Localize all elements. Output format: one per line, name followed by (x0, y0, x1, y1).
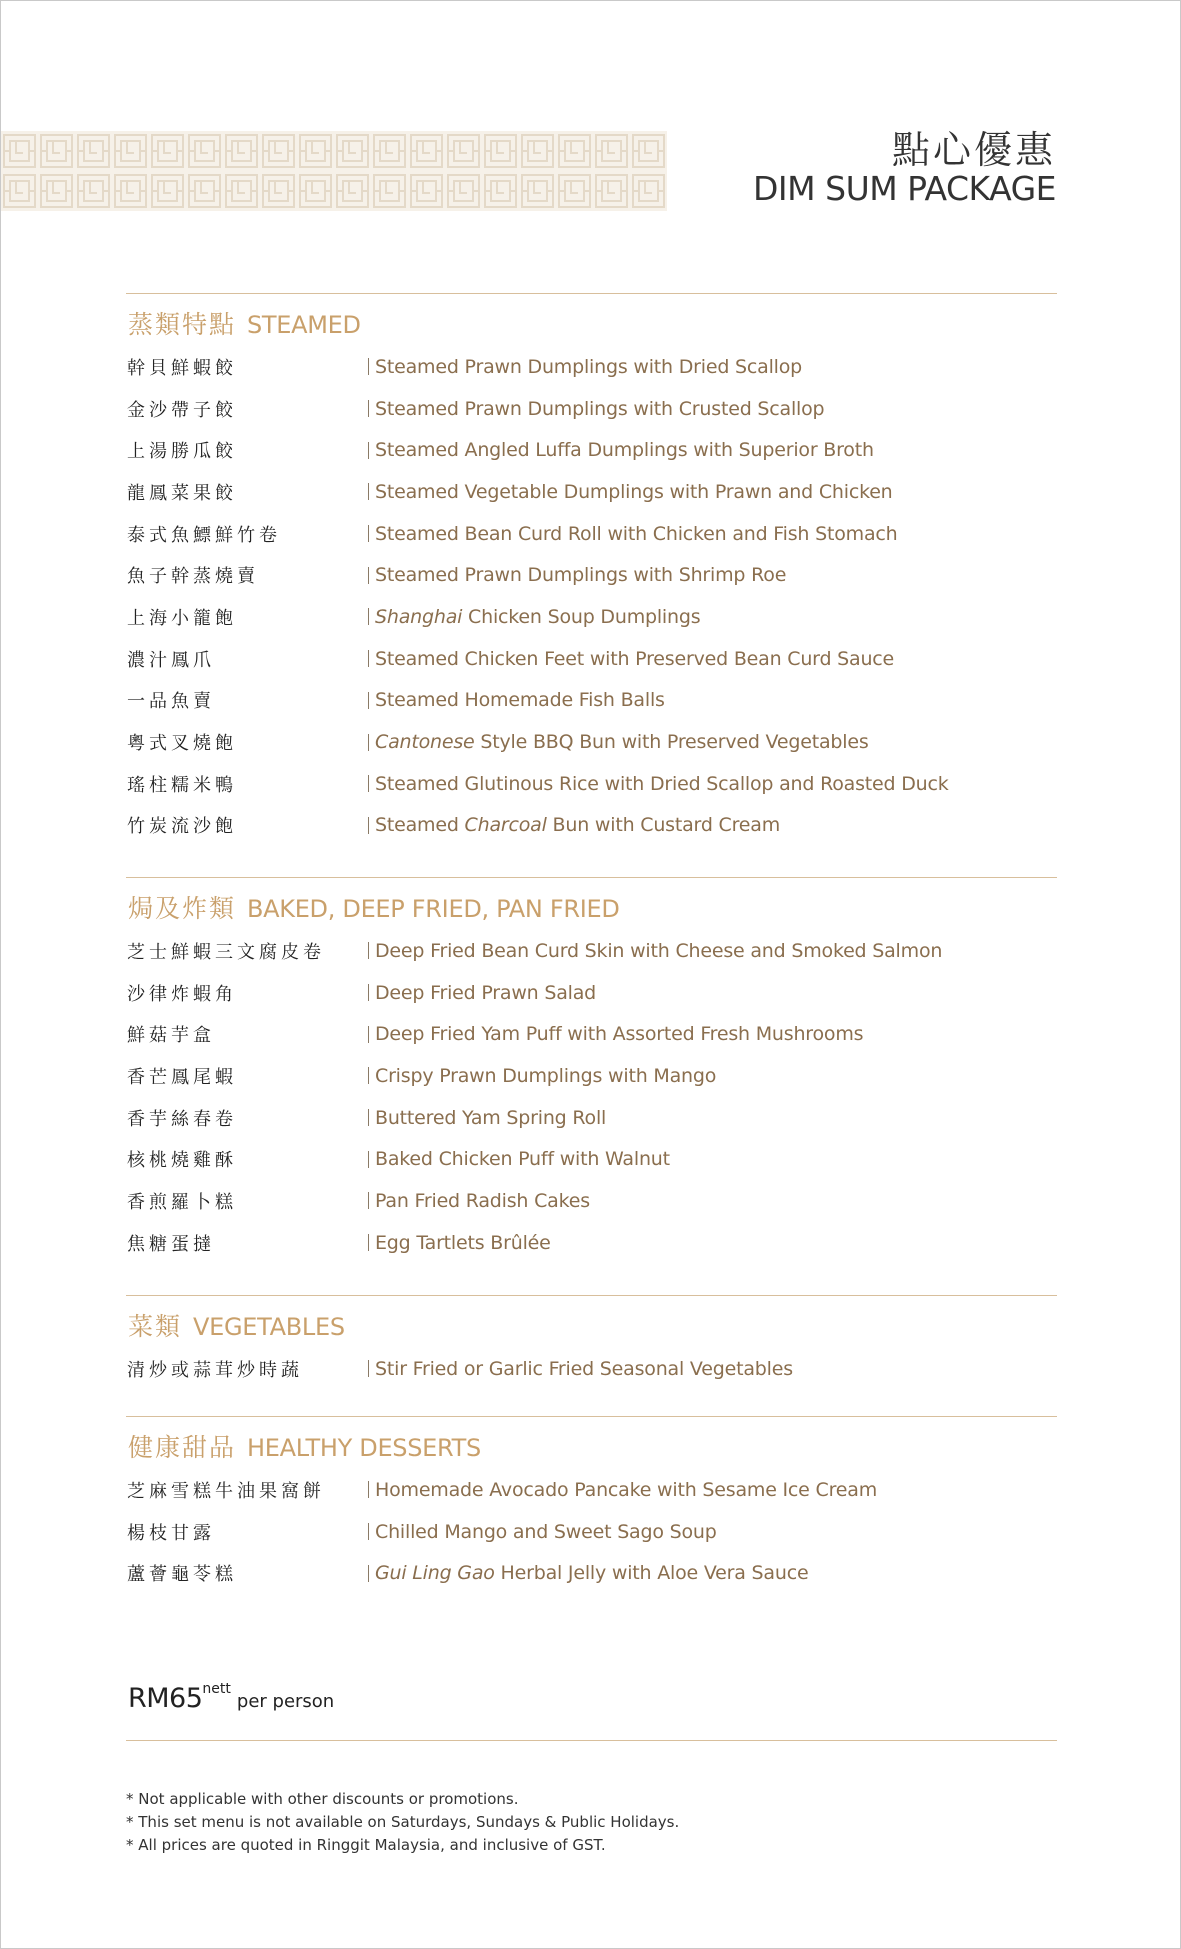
menu-item (126, 972, 1057, 1014)
separator-bar (368, 942, 369, 959)
menu-item-text-segment: Chilled Mango and Sweet Sago Soup (375, 1520, 717, 1543)
price-unit: per person (236, 1691, 335, 1712)
menu-item-name-english (375, 1107, 606, 1129)
separator-bar (368, 358, 369, 375)
menu-item-name-chinese: 上海小籠飽 (127, 607, 237, 629)
section-title-english: BAKED, DEEP FRIED, PAN FRIED (246, 895, 620, 923)
section-title (128, 304, 1057, 346)
separator-bar (368, 984, 369, 1001)
menu-item-name-chinese: 泰式魚鰾鮮竹卷 (127, 524, 281, 546)
separator-bar (368, 650, 369, 667)
menu-item-name-chinese: 一品魚賣 (127, 691, 215, 713)
menu-item-text-segment: Herbal Jelly with Aloe Vera Sauce (494, 1562, 809, 1585)
menu-item (126, 1552, 1057, 1594)
menu-item-text-segment: Cantonese (375, 731, 475, 754)
menu-item-name-chinese: 蘆薈龜苓糕 (127, 1564, 237, 1586)
menu-title-chinese: 點心優惠 (891, 128, 1056, 172)
menu-item (126, 346, 1057, 388)
menu-item-list (126, 1348, 1057, 1390)
menu-item-text-segment: Bun with Custard Cream (546, 814, 781, 837)
menu-item (126, 1055, 1057, 1097)
menu-item (126, 596, 1057, 638)
menu-item-name-english (375, 1562, 808, 1584)
separator-bar (368, 567, 369, 584)
menu-item-text-segment: Gui Ling Gao (375, 1562, 495, 1585)
menu-item-text-segment: Baked Chicken Puff with Walnut (375, 1148, 670, 1171)
menu-item-list (126, 1469, 1057, 1594)
menu-item (126, 513, 1057, 555)
menu-item-name-english (375, 564, 786, 586)
separator-bar (368, 1481, 369, 1498)
menu-item-name-english (375, 356, 802, 378)
menu-item-name-english (375, 398, 824, 420)
menu-item-name-english (375, 940, 942, 962)
menu-item-name-english (375, 731, 869, 753)
menu-item-text-segment: Charcoal (464, 814, 547, 837)
separator-bar (368, 1192, 369, 1209)
menu-item-text-segment: Steamed Chicken Feet with Preserved Bean Curd Sauce (375, 647, 895, 670)
menu-item (126, 638, 1057, 680)
menu-item-text-segment: Deep Fried Prawn Salad (375, 981, 597, 1004)
decorative-lattice-pattern (1, 131, 667, 211)
menu-item (126, 1348, 1057, 1390)
separator-bar (368, 525, 369, 542)
menu-item (126, 680, 1057, 722)
separator-bar (368, 734, 369, 751)
terms-notes (126, 1788, 679, 1857)
menu-item-name-english (375, 606, 700, 628)
menu-item-name-chinese: 香煎羅卜糕 (127, 1191, 237, 1213)
menu-item-name-chinese: 粵式叉燒飽 (127, 733, 237, 755)
menu-item-text-segment: Steamed Prawn Dumplings with Dried Scallop (375, 355, 803, 378)
menu-item-text-segment: Crispy Prawn Dumplings with Mango (375, 1064, 717, 1087)
menu-item (126, 554, 1057, 596)
menu-item-text-segment: Steamed Vegetable Dumplings with Prawn and Chicken (375, 480, 893, 503)
separator-bar (368, 1026, 369, 1043)
section-title-chinese: 菜類 (128, 1312, 183, 1341)
menu-item-text-segment: Steamed (375, 814, 465, 837)
menu-item-name-chinese: 上湯勝瓜餃 (127, 441, 237, 463)
menu-item-name-english (375, 773, 949, 795)
menu-item-name-english (375, 1479, 877, 1501)
menu-item-name-english (375, 1232, 551, 1254)
price-line (128, 1683, 334, 1714)
menu-item (126, 1138, 1057, 1180)
section-healthy-desserts (126, 1416, 1057, 1594)
menu-item-text-segment: Shanghai (375, 605, 463, 628)
section-steamed (126, 293, 1057, 846)
menu-item-list (126, 930, 1057, 1264)
separator-bar (368, 1565, 369, 1582)
section-title-chinese: 焗及炸類 (128, 894, 237, 923)
section-title-chinese: 蒸類特點 (128, 310, 237, 339)
menu-item-name-chinese: 清炒或蒜茸炒時蔬 (127, 1359, 303, 1381)
menu-item (126, 1469, 1057, 1511)
separator-bar (368, 1109, 369, 1126)
menu-item-text-segment: Chicken Soup Dumplings (462, 605, 701, 628)
section-title-english: HEALTHY DESSERTS (246, 1434, 481, 1462)
note-line: * All prices are quoted in Ringgit Malaysia, and inclusive of GST. (126, 1836, 606, 1854)
menu-item-name-chinese: 龍鳳菜果餃 (127, 482, 237, 504)
menu-item-name-english (375, 1190, 590, 1212)
menu-item-text-segment: Steamed Prawn Dumplings with Crusted Scallop (375, 397, 825, 420)
divider (126, 1740, 1057, 1741)
separator-bar (368, 608, 369, 625)
menu-item-name-chinese: 竹炭流沙飽 (127, 816, 237, 838)
separator-bar (368, 483, 369, 500)
menu-item-name-english (375, 1023, 863, 1045)
menu-item-text-segment: Pan Fried Radish Cakes (375, 1189, 590, 1212)
menu-item-name-english (375, 1065, 716, 1087)
separator-bar (368, 692, 369, 709)
menu-item-name-chinese: 濃汁鳳爪 (127, 649, 215, 671)
separator-bar (368, 1151, 369, 1168)
menu-item (126, 1013, 1057, 1055)
menu-title-english: DIM SUM PACKAGE (753, 169, 1056, 208)
menu-item-name-english (375, 648, 894, 670)
separator-bar (368, 442, 369, 459)
menu-item-text-segment: Egg Tartlets Brûlée (375, 1231, 551, 1254)
price-suffix: nett (202, 1681, 231, 1697)
section-title (128, 888, 1057, 930)
menu-item (126, 721, 1057, 763)
section-title-english: VEGETABLES (192, 1313, 345, 1341)
menu-item-name-chinese: 香芋絲春卷 (127, 1108, 237, 1130)
menu-item (126, 930, 1057, 972)
note-line: * This set menu is not available on Saturdays, Sundays & Public Holidays. (126, 1813, 680, 1831)
menu-item-name-english (375, 1148, 670, 1170)
section-vegetables (126, 1295, 1057, 1390)
separator-bar (368, 1067, 369, 1084)
menu-item-text-segment: Steamed Glutinous Rice with Dried Scallop and Roasted Duck (375, 772, 949, 795)
separator-bar (368, 400, 369, 417)
menu-item-name-chinese: 瑤柱糯米鴨 (127, 774, 237, 796)
menu-item-name-english (375, 689, 665, 711)
menu-item-name-chinese: 核桃燒雞酥 (127, 1150, 237, 1172)
menu-item-text-segment: Steamed Angled Luffa Dumplings with Superior Broth (375, 439, 874, 462)
menu-item (126, 805, 1057, 847)
menu-item-name-english (375, 481, 893, 503)
menu-item (126, 429, 1057, 471)
menu-item-name-chinese: 沙律炸蝦角 (127, 983, 237, 1005)
menu-item-name-english (375, 439, 874, 461)
section-baked-fried (126, 877, 1057, 1264)
separator-bar (368, 1234, 369, 1251)
menu-item (126, 1222, 1057, 1264)
menu-item-name-chinese: 焦糖蛋撻 (127, 1233, 215, 1255)
separator-bar (368, 775, 369, 792)
menu-item (126, 1180, 1057, 1222)
menu-item-name-english (375, 982, 596, 1004)
section-title-chinese: 健康甜品 (128, 1433, 237, 1462)
price-amount: RM65 (128, 1683, 203, 1714)
menu-item-text-segment: Steamed Bean Curd Roll with Chicken and Fish Stomach (375, 522, 898, 545)
menu-item-text-segment: Steamed Prawn Dumplings with Shrimp Roe (375, 564, 787, 587)
menu-item (126, 763, 1057, 805)
menu-item-text-segment: Buttered Yam Spring Roll (375, 1106, 607, 1129)
menu-item-name-english (375, 1358, 793, 1380)
menu-item-text-segment: Stir Fried or Garlic Fried Seasonal Vegetables (375, 1357, 793, 1380)
note-line: * Not applicable with other discounts or promotions. (126, 1790, 519, 1808)
menu-item-name-chinese: 芝麻雪糕牛油果窩餅 (127, 1480, 325, 1502)
menu-item-list (126, 346, 1057, 846)
menu-item (126, 1097, 1057, 1139)
menu-item-name-chinese: 香芒鳳尾蝦 (127, 1066, 237, 1088)
menu-item-name-english (375, 814, 780, 836)
separator-bar (368, 1523, 369, 1540)
menu-item-text-segment: Style BBQ Bun with Preserved Vegetables (474, 731, 869, 754)
menu-item (126, 388, 1057, 430)
menu-item-name-english (375, 1521, 717, 1543)
menu-item-text-segment: Homemade Avocado Pancake with Sesame Ice Cream (375, 1478, 878, 1501)
menu-item (126, 1511, 1057, 1553)
menu-item-name-chinese: 鮮菇芋盒 (127, 1025, 215, 1047)
separator-bar (368, 817, 369, 834)
menu-item-text-segment: Deep Fried Yam Puff with Assorted Fresh Mushrooms (375, 1023, 864, 1046)
section-title (128, 1427, 1057, 1469)
menu-item (126, 471, 1057, 513)
menu-item-name-chinese: 金沙帶子餃 (127, 399, 237, 421)
menu-item-text-segment: Steamed Homemade Fish Balls (375, 689, 665, 712)
menu-item-text-segment: Deep Fried Bean Curd Skin with Cheese and Smoked Salmon (375, 939, 943, 962)
menu-item-name-chinese: 幹貝鮮蝦餃 (127, 357, 237, 379)
menu-item-name-chinese: 楊枝甘露 (127, 1522, 215, 1544)
menu-item-name-chinese: 芝士鮮蝦三文腐皮卷 (127, 941, 325, 963)
menu-item-name-english (375, 523, 898, 545)
separator-bar (368, 1360, 369, 1377)
menu-item-name-chinese: 魚子幹蒸燒賣 (127, 566, 259, 588)
section-title (128, 1306, 1057, 1348)
section-title-english: STEAMED (246, 311, 361, 339)
